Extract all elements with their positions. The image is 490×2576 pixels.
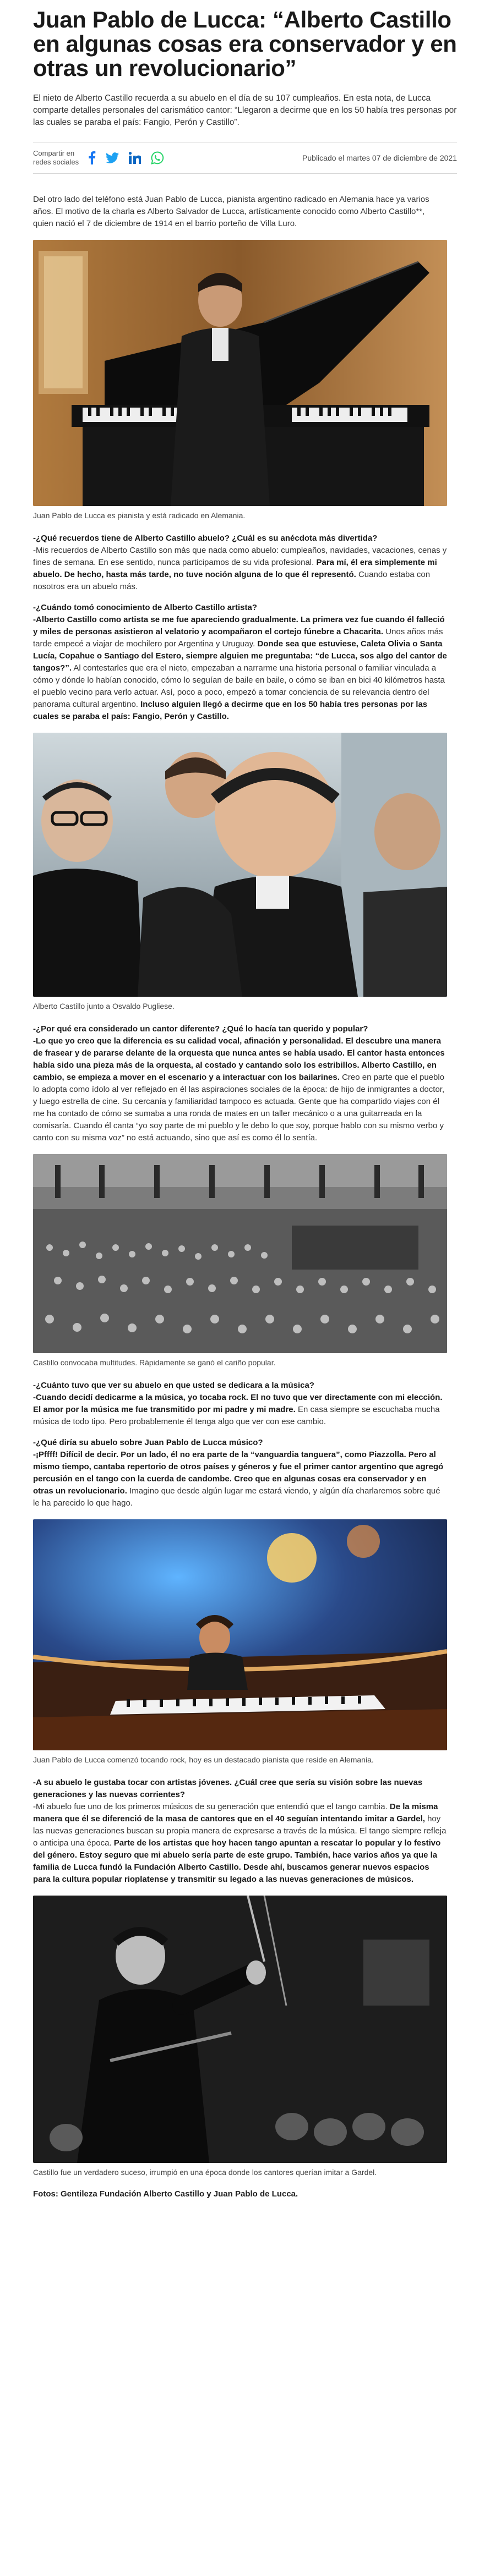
q2-answer-5: Incluso alguien llegó a decirme que en los 50 había tres personas por las cuales se paraba el país: Fangio, Perón y Castillo. bbox=[33, 700, 428, 721]
figure-5 bbox=[33, 1896, 447, 2177]
q6-answer-1: -Mi abuelo fue uno de los primeros músicos de su generación que entendió que el tango cambia. bbox=[33, 1802, 388, 1811]
q5-answer-1: -¡Pffff! Difícil de decir. Por un lado, él no era parte de la “vanguardia tanguera”, como Piazzolla. Pero al mismo tiempo, cantaba repertorio de otros países y géneros y fue el primer cantor argentino que agregó percusión en el tango con la cuerda de candombe. bbox=[33, 1450, 444, 1484]
linkedin-icon[interactable] bbox=[129, 152, 141, 164]
share-icons bbox=[88, 151, 164, 164]
q2-paragraph bbox=[33, 602, 447, 723]
q4-paragraph bbox=[33, 1380, 447, 1428]
caption-1: Juan Pablo de Lucca es pianista y está radicado en Alemania. bbox=[33, 511, 246, 520]
q6-answer-5: También, hace varios años ya que la familia de Lucca fundó la Fundación Alberto Castillo. Desde ahí, buscamos generar nuevos espacios para la cultura popular rioplatense y transmitir su legado a las nuevas generaciones de músicos. bbox=[33, 1850, 438, 1884]
publish-date: Publicado el martes 07 de diciembre de 2021 bbox=[302, 153, 457, 162]
q1-paragraph bbox=[33, 532, 447, 593]
photo-castillo-pugliese bbox=[33, 733, 447, 997]
article-headline: Juan Pablo de Lucca: “Alberto Castillo en algunas cosas era conservador y en otras un revolucionario” bbox=[33, 7, 457, 81]
article-page bbox=[0, 8, 490, 2576]
q1-answer-2: Para mí, él era simplemente mi abuelo. De hecho, hasta más tarde, no tuve noción alguna de lo que él representó. bbox=[33, 558, 437, 579]
q5-paragraph bbox=[33, 1437, 447, 1509]
photo-pianist bbox=[33, 240, 447, 506]
q2-answer-4: Al contestarles que era el nieto, empezaban a narrarme una historia personal o familiar vinculada a cómo y dónde lo habían conocido, cómo lo seguían de baile en baile, o cómo se iban en bici 40 kilómetros hasta el pueblo vecino para verlo actuar. Así, poco a poco, empezó a tomar conciencia de su relevancia dentro del panorama cultural argentino. bbox=[33, 663, 445, 709]
q5-answer-2: Creo que en algunas cosas era conservador y en otras un revolucionario. bbox=[33, 1474, 427, 1496]
twitter-icon[interactable] bbox=[106, 152, 119, 163]
q3-answer-1: -Lo que yo creo que la diferencia es su calidad vocal, afinación y personalidad. El descubre una manera de frasear y de pararse delante de la orquesta que nunca antes se había usado. El cantor hasta entonces había sido una pieza más de la orquesta, al costado y cantando solo los estribillos. Alberto Castillo, en cambio, se empieza a mover en el escenario y a interactuar con los bailarines. bbox=[33, 1036, 445, 1082]
q3-answer-2: Creo en parte que el pueblo lo adopta como ídolo al ver reflejado en él las aspiraciones sociales de la época: de hijo de inmigrantes a doctor, y luego estrella de cine. Su cercanía y familiaridad tampoco es actuada. Gente que ha compartido viajes con él me ha contado de cómo se sumaba a una ronda de mates en un taller mecánico o a una guitarreada en la comisaría. Cuando él canta “yo soy parte de mi pueblo y le debo lo que soy, porque hablo con su mismo verbo y canto con su misma voz” no está actuando, sino que así es como él lo sentía. bbox=[33, 1073, 445, 1143]
caption-4: Juan Pablo de Lucca comenzó tocando rock, hoy es un destacado pianista que reside en Alemania. bbox=[33, 1755, 374, 1764]
photo-pianist-stage bbox=[33, 1519, 447, 1750]
q2-answer-1: -Alberto Castillo como artista se me fue apareciendo gradualmente. La primera vez fue cuando él falleció y miles de personas asistieron al velatorio y acompañaron el cortejo fúnebre a Chacarita. bbox=[33, 615, 445, 636]
share-bar bbox=[33, 142, 457, 174]
caption-3: Castillo convocaba multitudes. Rápidamente se ganó el cariño popular. bbox=[33, 1358, 276, 1367]
share-label: Compartir en redes sociales bbox=[33, 149, 79, 166]
facebook-icon[interactable] bbox=[88, 151, 96, 164]
q3-question: -¿Por qué era considerado un cantor diferente? ¿Qué lo hacía tan querido y popular? bbox=[33, 1024, 368, 1034]
q6-question: -A su abuelo le gustaba tocar con artistas jóvenes. ¿Cuál cree que sería su visión sobre las nuevas generaciones y las nuevas corrientes? bbox=[33, 1778, 423, 1799]
q6-paragraph bbox=[33, 1777, 447, 1886]
photo-credit: Fotos: Gentileza Fundación Alberto Castillo y Juan Pablo de Lucca. bbox=[33, 2189, 298, 2199]
photo-castillo-singing bbox=[33, 1896, 447, 2163]
q6-answer-2: De la misma manera que él se diferenció de la masa de cantores que en el 40 seguían intentando imitar a Gardel, bbox=[33, 1802, 438, 1823]
q2-question: -¿Cuándo tomó conocimiento de Alberto Castillo artista? bbox=[33, 603, 257, 612]
article-body bbox=[33, 194, 447, 2199]
q4-question: -¿Cuánto tuvo que ver su abuelo en que usted se dedicara a la música? bbox=[33, 1381, 314, 1390]
photo-crowd bbox=[33, 1154, 447, 1353]
caption-5: Castillo fue un verdadero suceso, irrumpió en una época donde los cantores querían imitar a Gardel. bbox=[33, 2168, 377, 2177]
article-lead: El nieto de Alberto Castillo recuerda a su abuelo en el día de su 107 cumpleaños. En esta nota, de Lucca comparte detalles personales del carismático cantor: “Llegaron a decirme que en los 50 había tres personas por las cuales se paraba el país: Fangio, Perón y Castillo”. bbox=[33, 94, 457, 127]
q5-question: -¿Qué diría su abuelo sobre Juan Pablo de Lucca músico? bbox=[33, 1438, 263, 1447]
intro-paragraph: Del otro lado del teléfono está Juan Pablo de Lucca, pianista argentino radicado en Alemania hace ya varios años. El motivo de la charla es Alberto Salvador de Lucca, artísticamente conocido como Alberto Castillo**, quien nació el 7 de diciembre de 1914 en el barrio porteño de Villa Luro. bbox=[33, 195, 429, 228]
q1-question: -¿Qué recuerdos tiene de Alberto Castillo abuelo? ¿Cuál es su anécdota más divertida? bbox=[33, 534, 378, 543]
caption-2: Alberto Castillo junto a Osvaldo Pugliese. bbox=[33, 1002, 175, 1010]
q3-paragraph bbox=[33, 1023, 447, 1144]
q1-answer-1: -Mis recuerdos de Alberto Castillo son más que nada como abuelo: cumpleaños, navidades, vacaciones, cenas y fines de semana. En ese sentido, nunca participamos de su vida profesional. bbox=[33, 546, 447, 567]
q2-answer-2: Unos años más tarde empecé a viajar de mochilero por Argentina y Uruguay. bbox=[33, 627, 443, 649]
figure-2 bbox=[33, 733, 447, 1011]
figure-3 bbox=[33, 1154, 447, 1367]
q4-answer-1: -Cuando decidí dedicarme a la música, yo tocaba rock. El no tuvo que ver directamente con mi elección. El amor por la música me fue transmitido por mi padre y mi madre. bbox=[33, 1393, 443, 1414]
q4-answer-2: En casa siempre se escuchaba mucha música de todo tipo. Pero probablemente él tenga algo que ver con ese cambio. bbox=[33, 1405, 440, 1426]
figure-1 bbox=[33, 240, 447, 520]
whatsapp-icon[interactable] bbox=[151, 151, 164, 164]
q2-answer-3: Donde sea que estuviese, Caleta Olivia o Santa Lucía, Copahue o Santiago del Estero, siempre alguien me preguntaba: “de Lucca, sos algo del cantor de tangos?”. bbox=[33, 639, 447, 673]
figure-4 bbox=[33, 1519, 447, 1765]
q1-answer-3: Cuando estaba con nosotros era un abuelo más. bbox=[33, 570, 431, 591]
q5-answer-3: Imagino que desde algún lugar me estará viendo, y algún día charlaremos sobre qué le ha parecido lo que hago. bbox=[33, 1486, 440, 1508]
q6-answer-3: hoy las nuevas generaciones buscan su propia manera de expresarse a través de la música. El tango siempre refleja o anticipa una época. bbox=[33, 1814, 447, 1848]
q6-answer-4: Parte de los artistas que hoy hacen tango apuntan a rescatar lo popular y lo festivo del género. Estoy seguro que mi abuelo sería parte de este grupo. bbox=[33, 1838, 441, 1860]
